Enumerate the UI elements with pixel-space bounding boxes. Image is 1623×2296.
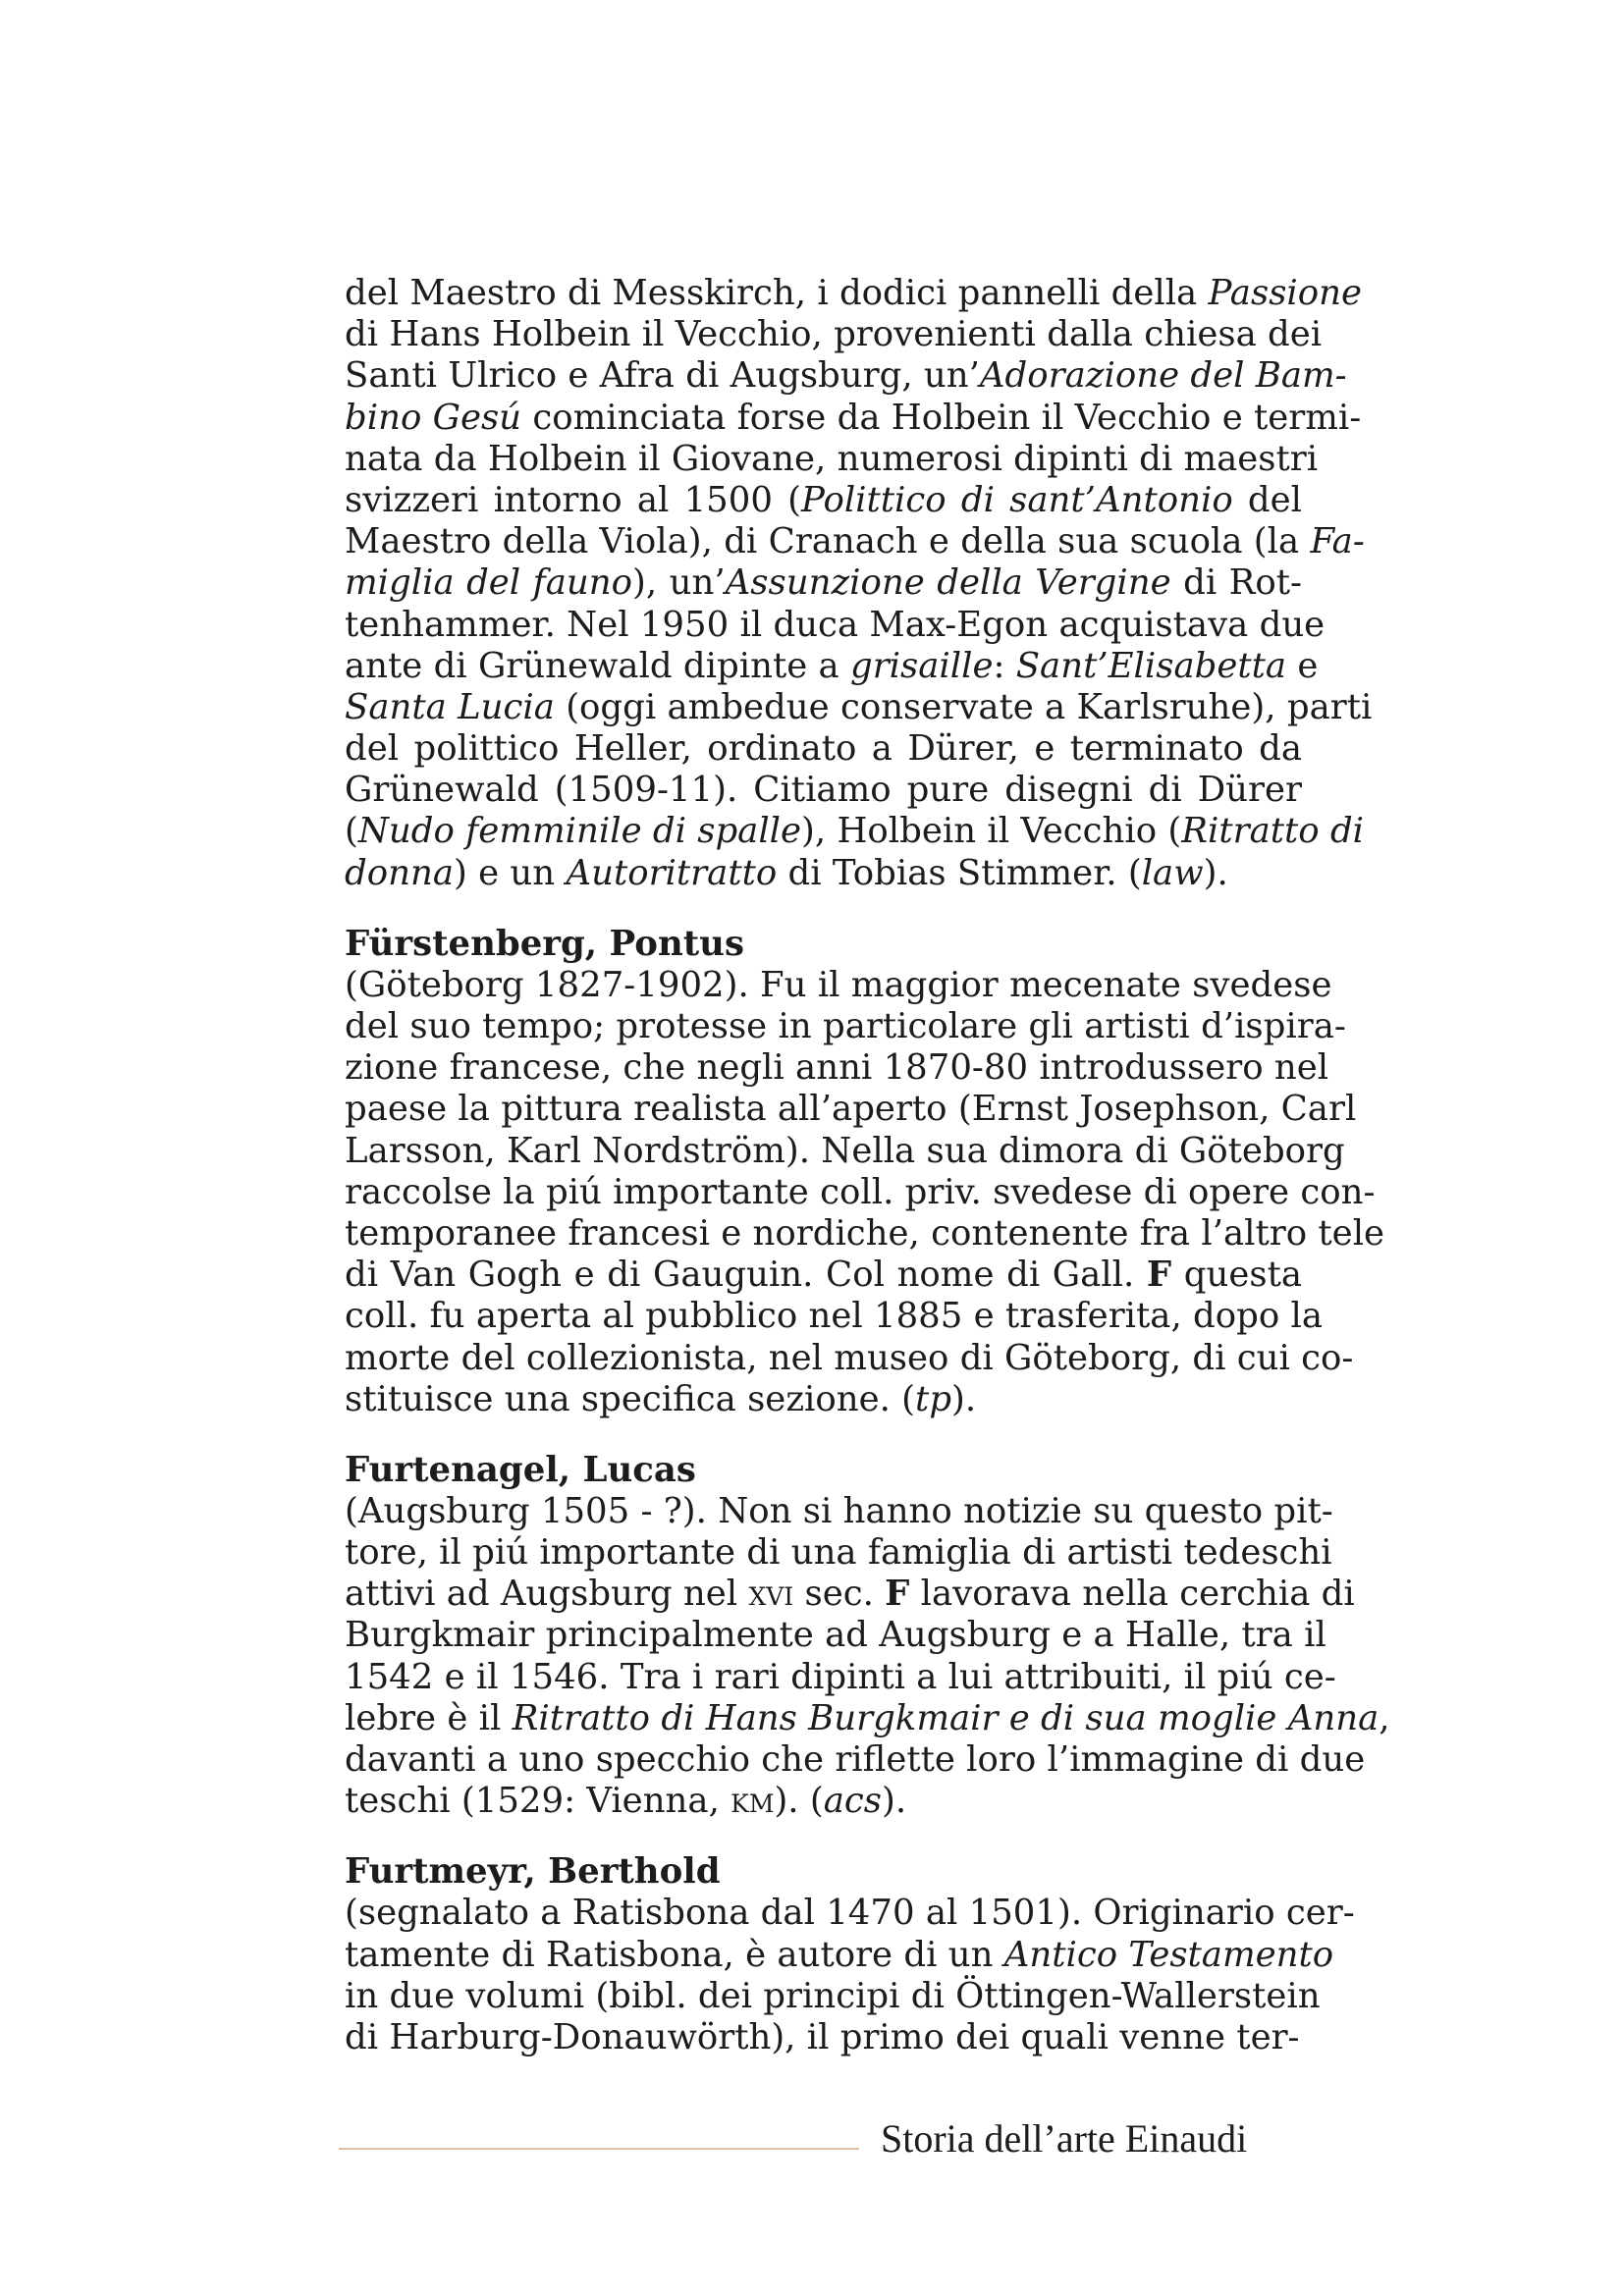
text-line: (Augsburg 1505 - ?). Non si hanno notizie su questo pit- bbox=[345, 1490, 1333, 1531]
text-line: ante di Grünewald dipinte a grisaille: Sant’Elisabetta e bbox=[345, 645, 1319, 686]
text-line: tenhammer. Nel 1950 il duca Max-Egon acquistava due bbox=[345, 604, 1325, 645]
text-line: di Hans Holbein il Vecchio, provenienti dalla chiesa dei bbox=[345, 314, 1323, 355]
text-line: davanti a uno specchio che riflette loro l’immagine di due bbox=[345, 1739, 1366, 1780]
text-line: tamente di Ratisbona, è autore di un Antico Testamento bbox=[345, 1934, 1334, 1975]
text-line: di Harburg-Donauwörth), il primo dei quali venne ter- bbox=[345, 2016, 1300, 2057]
text-line: miglia del fauno), un’Assunzione della Vergine di Rot- bbox=[345, 562, 1302, 604]
text-line: raccolse la piú importante coll. priv. svedese di opere con- bbox=[345, 1171, 1376, 1212]
text-line: donna) e un Autoritratto di Tobias Stimmer. (law). bbox=[345, 852, 1228, 893]
text-line: coll. fu aperta al pubblico nel 1885 e trasferita, dopo la bbox=[345, 1296, 1324, 1337]
text-line: bino Gesú cominciata forse da Holbein il Vecchio e termi- bbox=[345, 397, 1362, 438]
entry-heading: Furtenagel, Lucas bbox=[345, 1449, 696, 1490]
text-line: (segnalato a Ratisbona dal 1470 al 1501). Originario cer- bbox=[345, 1893, 1355, 1934]
text-line: morte del collezionista, nel museo di Göteborg, di cui co- bbox=[345, 1337, 1354, 1378]
page-body bbox=[345, 273, 1390, 2058]
text-line: Santi Ulrico e Afra di Augsburg, un’Adorazione del Bam- bbox=[345, 355, 1347, 397]
text-line: zione francese, che negli anni 1870-80 introdussero nel bbox=[345, 1047, 1329, 1089]
text-line: lebre è il Ritratto di Hans Burgkmair e di sua moglie Anna, bbox=[345, 1697, 1390, 1738]
text-line: di Van Gogh e di Gauguin. Col nome di Gall. F questa bbox=[345, 1255, 1303, 1296]
text-line: del suo tempo; protesse in particolare gli artisti d’ispira- bbox=[345, 1006, 1346, 1046]
text-line: (Nudo femminile di spalle), Holbein il Vecchio (Ritratto di bbox=[345, 811, 1365, 852]
footer-title: Storia dell’arte Einaudi bbox=[881, 2116, 1248, 2161]
text-line: 1542 e il 1546. Tra i rari dipinti a lui attribuiti, il piú ce- bbox=[345, 1656, 1336, 1697]
text-line: Burgkmair principalmente ad Augsburg e a Halle, tra il bbox=[345, 1615, 1326, 1656]
text-line: Grünewald (1509-11). Citiamo pure disegni di Dürer bbox=[345, 770, 1302, 811]
entry-heading: Fürstenberg, Pontus bbox=[345, 923, 744, 964]
text-line: attivi ad Augsburg nel xvi sec. F lavorava nella cerchia di bbox=[345, 1574, 1355, 1615]
text-line: tore, il piú importante di una famiglia di artisti tedeschi bbox=[345, 1532, 1332, 1574]
intro-paragraph bbox=[345, 273, 1373, 894]
footer-rule bbox=[339, 2148, 859, 2150]
text-line: nata da Holbein il Giovane, numerosi dipinti di maestri bbox=[345, 438, 1319, 479]
text-line: Santa Lucia (oggi ambedue conservate a Karlsruhe), parti bbox=[345, 686, 1373, 727]
text-line: (Göteborg 1827-1902). Fu il maggior mecenate svedese bbox=[345, 964, 1332, 1005]
text-line: paese la pittura realista all’aperto (Ernst Josephson, Carl bbox=[345, 1089, 1357, 1130]
entry bbox=[345, 923, 1385, 1420]
entry-heading: Furtmeyr, Berthold bbox=[345, 1851, 721, 1893]
text-line: stituisce una specifica sezione. (tp). bbox=[345, 1378, 977, 1419]
text-line: teschi (1529: Vienna, km). (acs). bbox=[345, 1781, 907, 1822]
entries bbox=[345, 894, 1390, 2058]
text-line: in due volumi (bibl. dei principi di Öttingen-Wallerstein bbox=[345, 1975, 1321, 2016]
text-line: del Maestro di Messkirch, i dodici pannelli della Passione bbox=[345, 273, 1363, 313]
text-line: svizzeri intorno al 1500 (Polittico di sant’Antonio del bbox=[345, 479, 1303, 520]
text-line: Larsson, Karl Nordström). Nella sua dimora di Göteborg bbox=[345, 1130, 1345, 1171]
text-line: del polittico Heller, ordinato a Dürer, e terminato da bbox=[345, 728, 1302, 770]
text-line: temporanee francesi e nordiche, contenente fra l’altro tele bbox=[345, 1212, 1385, 1254]
text-line: Maestro della Viola), di Cranach e della sua scuola (la Fa- bbox=[345, 521, 1365, 562]
entry bbox=[345, 1851, 1355, 2058]
entry bbox=[345, 1449, 1390, 1823]
